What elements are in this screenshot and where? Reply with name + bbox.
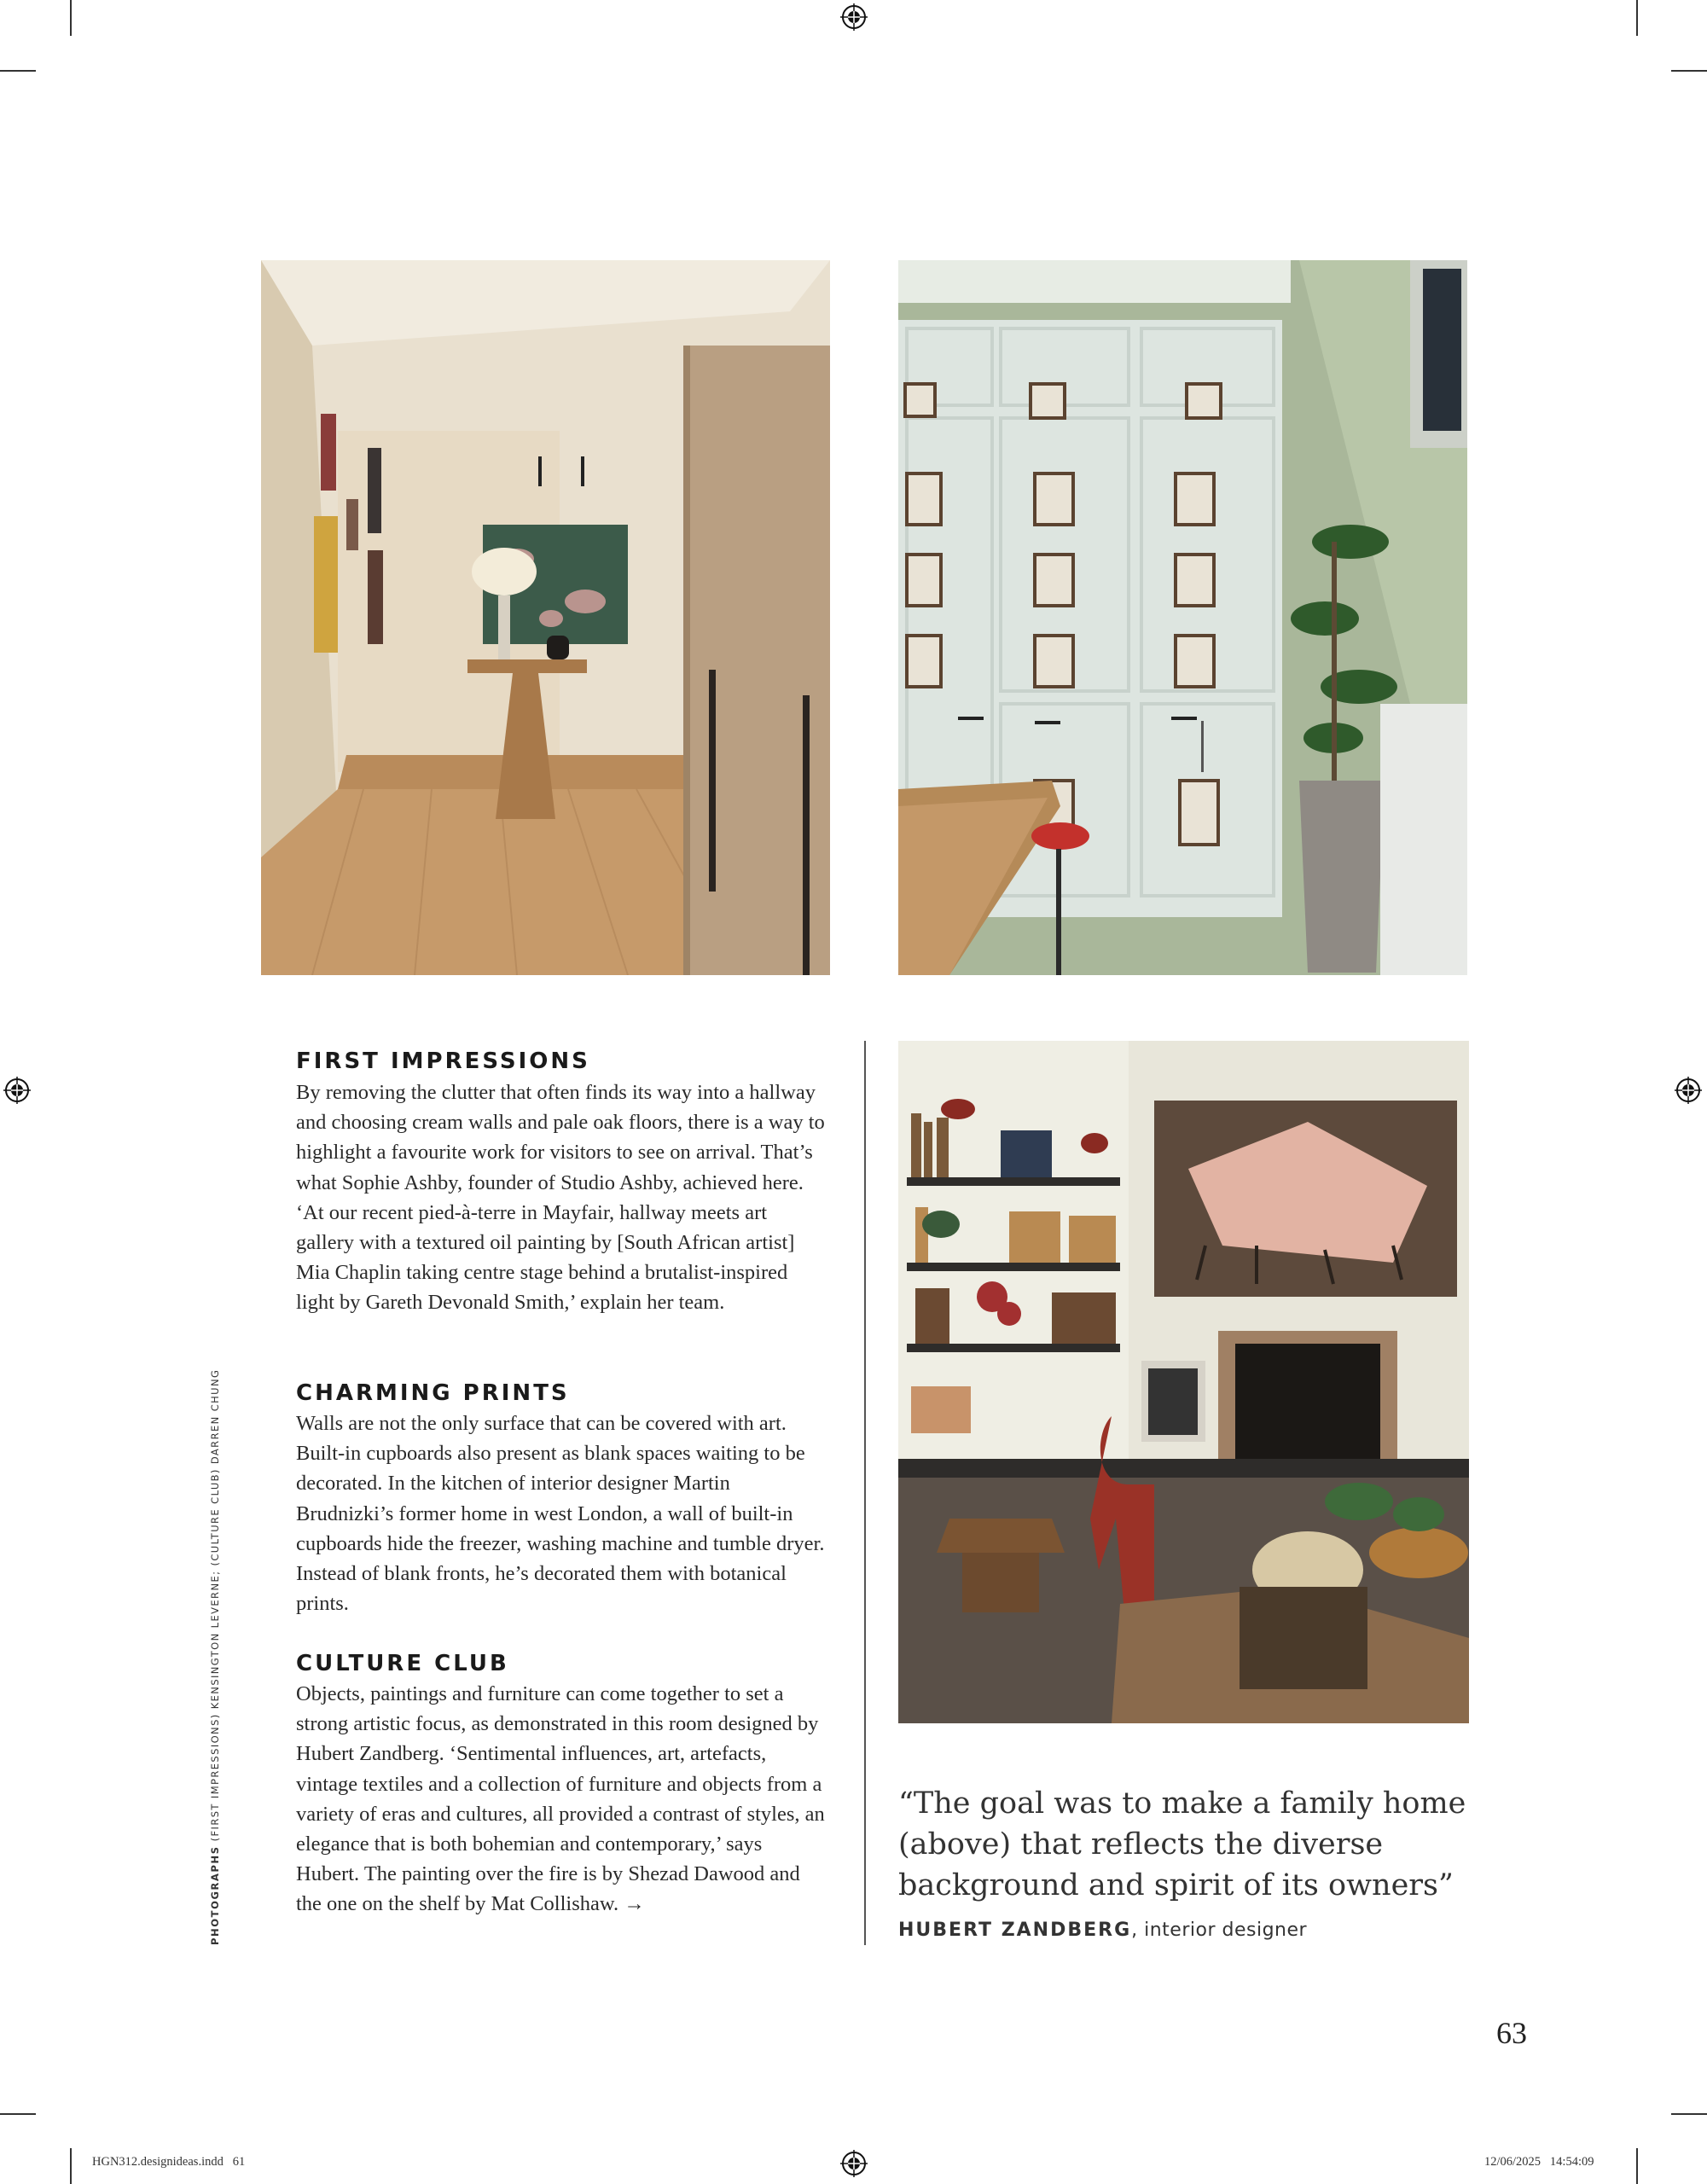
- quote-attribution: [898, 1920, 1307, 1941]
- section-body-first-impressions: By removing the clutter that often finds its way into a hallway and choosing cream walls and pale oak floors, there is a way to highlight a favourite work for visitors to see on arrival. That’s what Sophie Ashby, founder of Studio Ashby, achieved here. ‘At our recent pied-à-terre in Mayfair, hallway meets art gallery with a textured oil painting by [South African artist] Mia Chaplin taking centre stage behind a brutalist-inspired light by Gareth Devonald Smith,’ explain her team.: [296, 1081, 825, 1315]
- photo-credit-label: PHOTOGRAPHS: [209, 1845, 221, 1945]
- registration-mark-icon: [840, 2150, 868, 2177]
- photo-credit: [209, 1369, 221, 1945]
- section-body-charming-prints: Walls are not the only surface that can be covered with art. Built-in cupboards also present as blank spaces waiting to be decorated. In the kitchen of interior designer Martin Brudnizki’s former home in west London, a wall of built-in cupboards hide the freezer, washing machine and tumble dryer. Instead of blank fronts, he’s decorated them with botanical prints.: [296, 1412, 825, 1616]
- photo-credit-text: (FIRST IMPRESSIONS) KENSINGTON LEVERNE; (CULTURE CLUB) DARREN CHUNG: [209, 1368, 221, 1846]
- pull-quote: “The goal was to make a family home (above) that reflects the diverse background and spirit of its owners”: [898, 1786, 1466, 1902]
- crop-mark: [1636, 0, 1638, 36]
- crop-mark: [70, 2148, 72, 2184]
- hallway-photo: [261, 260, 830, 975]
- page-number: 63: [1496, 2016, 1527, 2050]
- living-room-photo: [898, 1041, 1469, 1723]
- crop-mark: [0, 2113, 36, 2115]
- section-body-culture-club: Objects, paintings and furniture can come together to set a strong artistic focus, as demonstrated in this room designed by Hubert Zandberg. ‘Sentimental influences, art, artefacts, vintage textiles and a collection of furniture and objects from a variety of eras and cultures, all provided a contrast of styles, an elegance that is both bohemian and contemporary,’ says Hubert. The painting over the fire is by Shezad Dawood and the one on the shelf by Mat Collishaw. →: [296, 1682, 825, 1916]
- crop-mark: [1671, 70, 1707, 72]
- crop-mark: [1671, 2113, 1707, 2115]
- registration-mark-icon: [1675, 1077, 1702, 1104]
- registration-mark-icon: [3, 1077, 31, 1104]
- quote-author-name: HUBERT ZANDBERG: [898, 1920, 1132, 1941]
- slug-file: HGN312.designideas.indd 61: [92, 2155, 246, 2169]
- registration-mark-icon: [840, 3, 868, 31]
- crop-mark: [1636, 2148, 1638, 2184]
- quote-author-role: , interior designer: [1131, 1920, 1308, 1941]
- section-heading-first-impressions: FIRST IMPRESSIONS: [296, 1048, 590, 1074]
- slug-datetime: 12/06/2025 14:54:09: [1484, 2155, 1594, 2169]
- crop-mark: [0, 70, 36, 72]
- section-heading-charming-prints: CHARMING PRINTS: [296, 1380, 570, 1406]
- section-heading-culture-club: CULTURE CLUB: [296, 1651, 509, 1676]
- crop-mark: [70, 0, 72, 36]
- kitchen-cupboards-photo: [898, 260, 1467, 975]
- column-divider: [864, 1041, 866, 1945]
